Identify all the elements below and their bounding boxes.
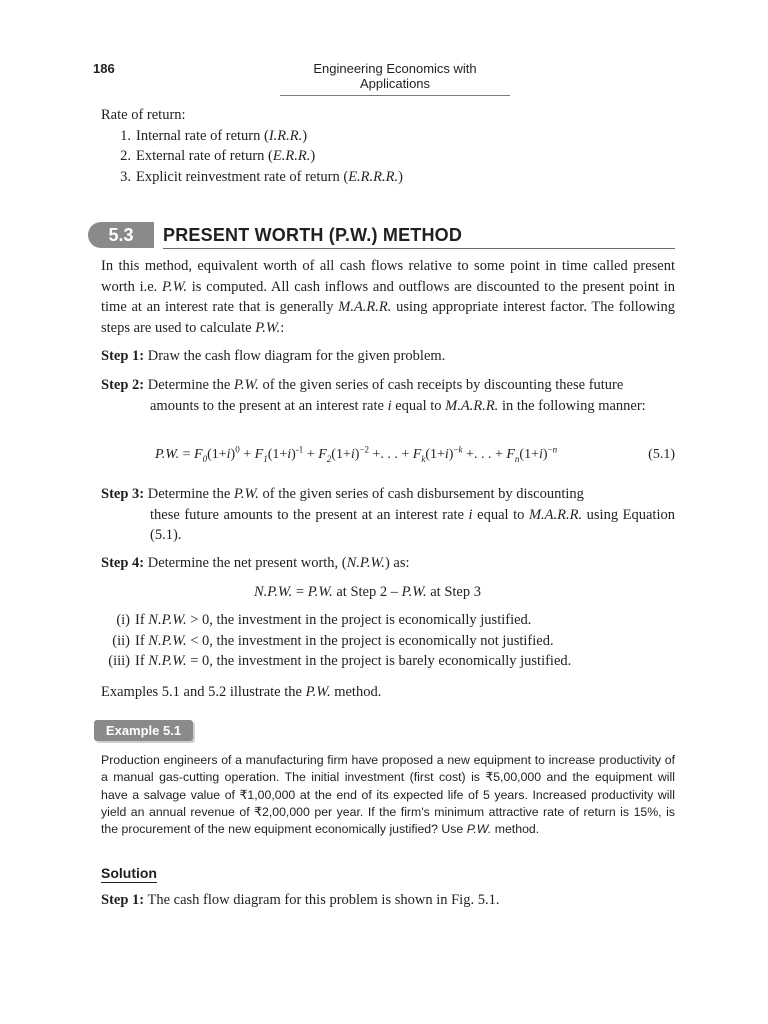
example-badge: Example 5.1 [94, 720, 193, 741]
step-text: Determine the net present worth, ( [144, 555, 347, 571]
list-item-close: ) [310, 148, 316, 164]
case-text: > 0, the investment in the project is economically justified. [186, 612, 532, 628]
step-text: ) as: [384, 555, 410, 571]
case-number: (ii) [112, 632, 130, 649]
case-text: < 0, the investment in the project is economically not justified. [186, 632, 554, 649]
step-text: The cash flow diagram for this problem is shown in Fig. 5.1. [144, 892, 500, 908]
intro-text-3: using appropriate interest factor. The following steps are used to calculate [101, 299, 675, 336]
step-npw: N.P.W. [346, 555, 385, 571]
step-marr: M.A.R.R. [445, 397, 499, 414]
npw-cases-list [101, 610, 571, 672]
intro-pw-2: P.W. [255, 319, 281, 336]
list-item-text: Internal rate of return ( [136, 127, 269, 144]
list-item [101, 126, 403, 147]
step-label: Step 4: [101, 555, 145, 571]
list-item-abbr: E.R.R. [272, 148, 311, 164]
case-text: = 0, the investment in the project is barely economically justified. [186, 653, 572, 669]
list-item-abbr: I.R.R. [268, 127, 303, 144]
step-text: equal to [472, 506, 529, 523]
list-item [101, 631, 571, 652]
list-item [101, 146, 403, 167]
intro-text-2: is computed. All cash inflows and outflows are discounted to the present point in time at an interest rate that is generally [101, 278, 675, 315]
intro-paragraph [101, 256, 675, 338]
example-text-1: Production engineers of a manufacturing firm have proposed a new equipment to increase productivity of a manual gas-cutting operation. The initial investment (first cost) is ₹5,00,000 and the equipment will have a salvage value of ₹1,00,000 at the end of its expected life of 5 years. Increased productivity will yield an annual revenue of ₹2,00,000 per year. If the firm's minimum attractive rate of return is 15%, is the procurement of the new equipment economically justified? Use [101, 753, 675, 837]
npw-equation [254, 582, 481, 603]
case-text: If [135, 612, 149, 628]
intro-text-1: In this method, equivalent worth of all cash flows relative to some point in time called present worth i.e. [101, 258, 675, 295]
rate-of-return-list [101, 105, 403, 187]
step-text: amounts to the present at an interest rate [150, 397, 388, 414]
list-item-number: 1. [120, 127, 131, 144]
case-npw: N.P.W. [148, 653, 187, 669]
list-item-text: Explicit reinvestment rate of return ( [136, 168, 349, 185]
section-title: PRESENT WORTH (P.W.) METHOD [163, 225, 463, 245]
step-marr: M.A.R.R. [528, 506, 583, 523]
examples-text: Examples 5.1 and 5.2 illustrate the [101, 684, 306, 700]
rate-of-return-title: Rate of return: [101, 107, 186, 123]
npw-pw-2: P.W. [401, 584, 427, 600]
page-number: 186 [93, 61, 115, 76]
list-item [101, 167, 403, 188]
npw-mid: at Step 2 – [332, 584, 402, 600]
step-1 [101, 346, 675, 367]
section-rule [163, 248, 675, 249]
intro-pw-1: P.W. [162, 278, 188, 295]
step-text: Determine the [144, 377, 234, 393]
case-text: If [135, 653, 149, 669]
list-item-close: ) [398, 168, 403, 185]
examples-text: method. [330, 684, 382, 700]
step-text: using Equation (5.1). [150, 506, 675, 543]
solution-step-1 [101, 890, 675, 911]
npw-eq: = [292, 584, 308, 600]
equation-number: (5.1) [648, 447, 675, 462]
intro-marr: M.A.R.R. [338, 299, 392, 315]
case-npw: N.P.W. [148, 612, 187, 628]
step-text: Draw the cash flow diagram for the given problem. [144, 348, 446, 364]
running-head: Engineering Economics with Applications [280, 61, 510, 96]
list-item-number: 3. [120, 168, 131, 185]
case-text: If [135, 632, 149, 649]
npw-end: at Step 3 [426, 584, 481, 600]
list-item-abbr: E.R.R.R. [348, 168, 399, 185]
step-text: of the given series of cash receipts by discounting these future [258, 377, 624, 393]
list-item [101, 651, 571, 672]
step-label: Step 3: [101, 486, 145, 502]
step-label: Step 2: [101, 377, 145, 393]
case-npw: N.P.W. [148, 632, 187, 649]
examples-line [101, 682, 675, 703]
step-pw: P.W. [233, 486, 259, 502]
step-text: Determine the [144, 486, 234, 502]
npw-lhs: N.P.W. [254, 584, 293, 600]
intro-text-4: : [280, 319, 285, 336]
step-2 [101, 375, 675, 416]
example-text-2: method. [491, 822, 540, 837]
case-number: (i) [116, 612, 130, 628]
step-text: equal to [391, 397, 446, 414]
example-pw: P.W. [466, 822, 492, 837]
list-item-number: 2. [120, 148, 131, 164]
step-4 [101, 553, 675, 574]
step-3 [101, 484, 675, 546]
step-var-i: i [468, 506, 473, 523]
case-number: (iii) [108, 653, 130, 669]
examples-pw: P.W. [305, 684, 331, 700]
step-label: Step 1: [101, 348, 145, 364]
solution-heading: Solution [101, 865, 157, 881]
step-text: in the following manner: [498, 397, 646, 414]
step-var-i: i [387, 397, 392, 414]
example-problem-text [101, 752, 675, 838]
step-text: of the given series of cash disbursement by discounting [258, 486, 584, 502]
list-item-close: ) [302, 127, 308, 144]
equation-body: P.W. = $F_0(1+i)^0 + F_1(1+i)^{-1} + F_2(1+i)^{-2}$ +. . . + $F_k(1+i)^{-k}$ +. . . + $F_n(1+i)^{-n}$ [155, 444, 558, 464]
list-item [101, 610, 571, 631]
step-pw: P.W. [233, 377, 259, 393]
section-number-badge: 5.3 [88, 222, 154, 248]
npw-pw-1: P.W. [307, 584, 333, 600]
step-label: Step 1: [101, 892, 145, 908]
list-item-text: External rate of return ( [136, 148, 273, 164]
step-text: these future amounts to the present at an interest rate [150, 506, 469, 523]
equation-5-1 [155, 445, 675, 466]
